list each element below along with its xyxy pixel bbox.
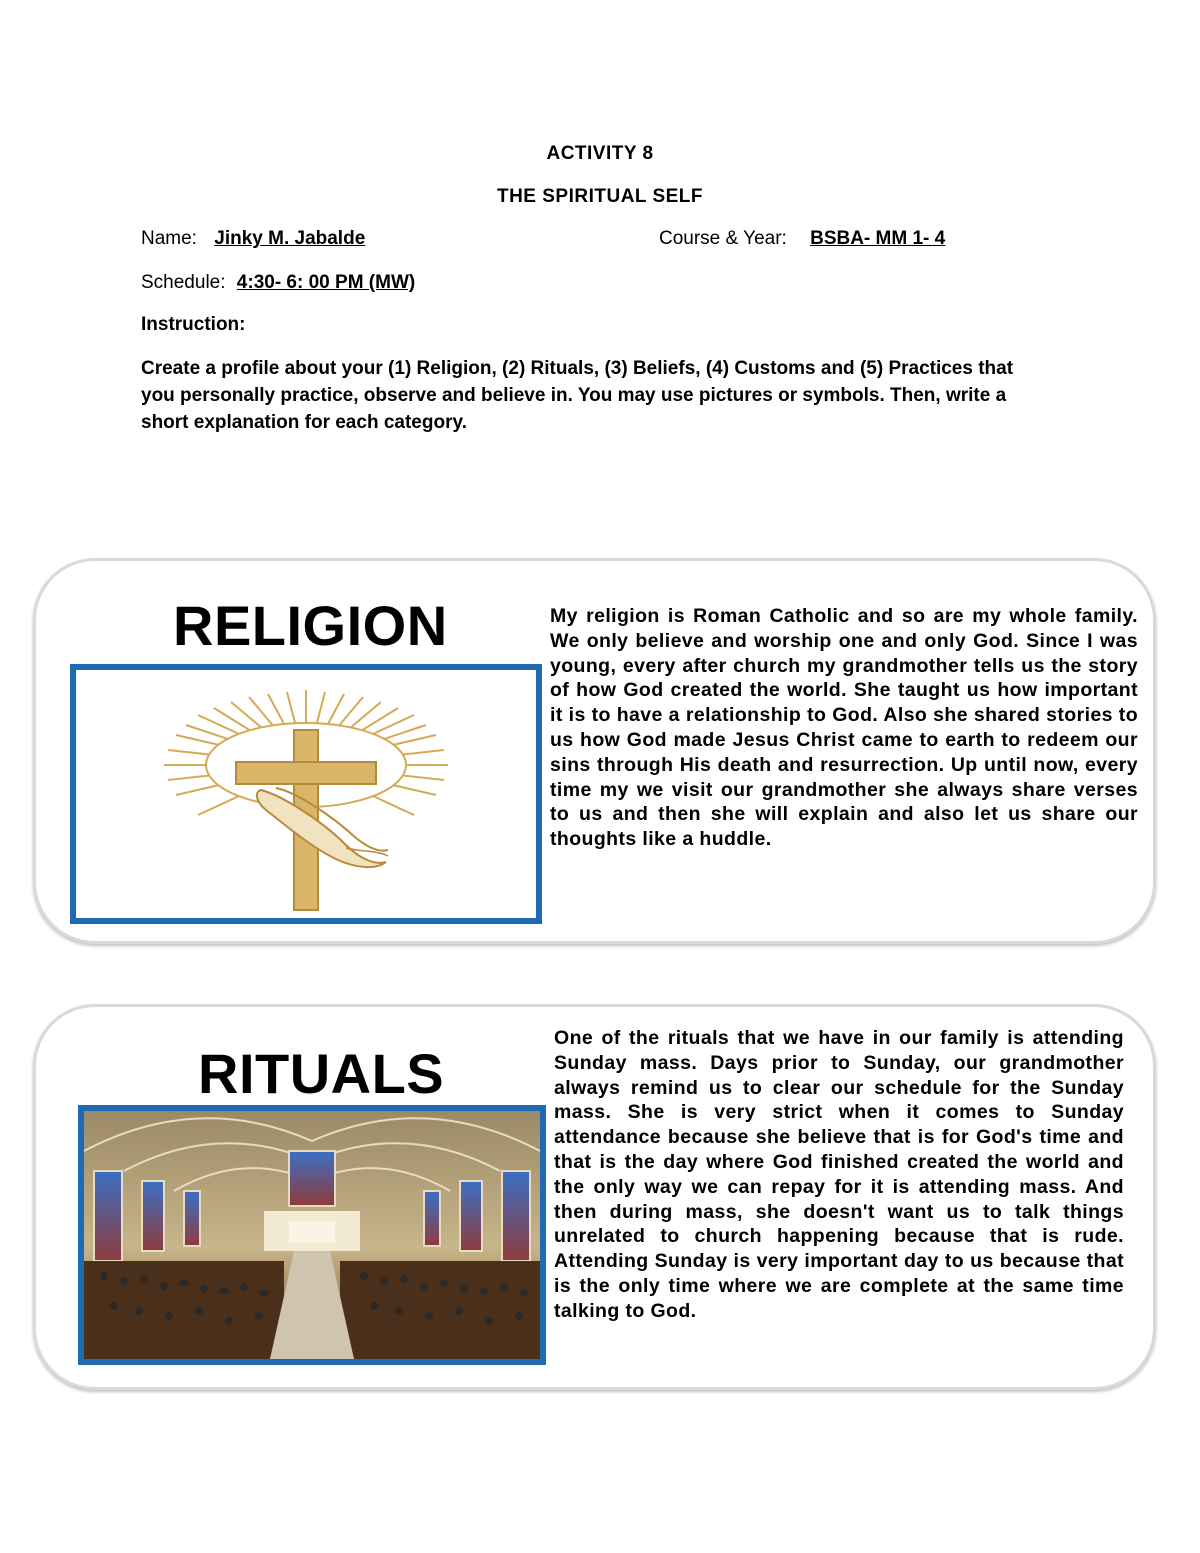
- rituals-image-frame: [78, 1105, 546, 1365]
- church-interior-photo: [84, 1111, 540, 1359]
- name-field: [141, 228, 393, 250]
- page-title: THE SPIRITUAL SELF: [496, 186, 704, 207]
- schedule-label: Schedule:: [141, 272, 226, 293]
- religion-card: [33, 558, 1156, 944]
- schedule-value: 4:30- 6: 00 PM (MW): [236, 272, 416, 293]
- course-label: Course & Year:: [659, 228, 787, 249]
- name-label: Name:: [141, 228, 197, 249]
- rituals-body: One of the rituals that we have in our family is attending Sunday mass. Days prior to Sunday, our grandmother always remind us to clear our schedule for the Sunday mass. She is very strict when it comes to Sunday attendance because she believe that is for God's time and that is the day where God finished created the world and the only way we can repay for it is attending mass. And then during mass, she doesn't want us to talk things unrelated to church happening because that is rude. Attending Sunday is very important day to us because that is the only time where we are complete at the same time talking to God.: [554, 1027, 1124, 1322]
- schedule-field: [141, 272, 415, 294]
- cross-with-praying-hands-icon: [76, 670, 536, 918]
- religion-image-frame: [70, 664, 542, 924]
- activity-number: ACTIVITY 8: [546, 143, 654, 164]
- religion-title: RELIGION: [173, 594, 448, 657]
- instruction-label: Instruction:: [141, 314, 246, 335]
- religion-body: My religion is Roman Catholic and so are my whole family. We only believe and worship one and only God. Since I was young, every after church my grandmother tells us the story of how God created the world. She taught us how important it is to have a relationship to God. Also she shared stories to us how God made Jesus Christ came to earth to redeem our sins through His death and resurrection. Up until now, every time my we visit our grandmother she always share verses to us and then she will explain and also let us share our thoughts like a huddle.: [550, 605, 1138, 851]
- rituals-card: [33, 1004, 1156, 1390]
- instruction-text: Create a profile about your (1) Religion, (2) Rituals, (3) Beliefs, (4) Customs and (5) Practices that you personally practice, observe and believe in. You may use pictures or symbols. Then, write a short explanation for each category.: [141, 358, 1014, 433]
- rituals-title: RITUALS: [198, 1042, 445, 1105]
- course-field: [659, 228, 949, 250]
- course-value: BSBA- MM 1- 4: [810, 228, 946, 249]
- name-value: Jinky M. Jabalde: [214, 228, 366, 249]
